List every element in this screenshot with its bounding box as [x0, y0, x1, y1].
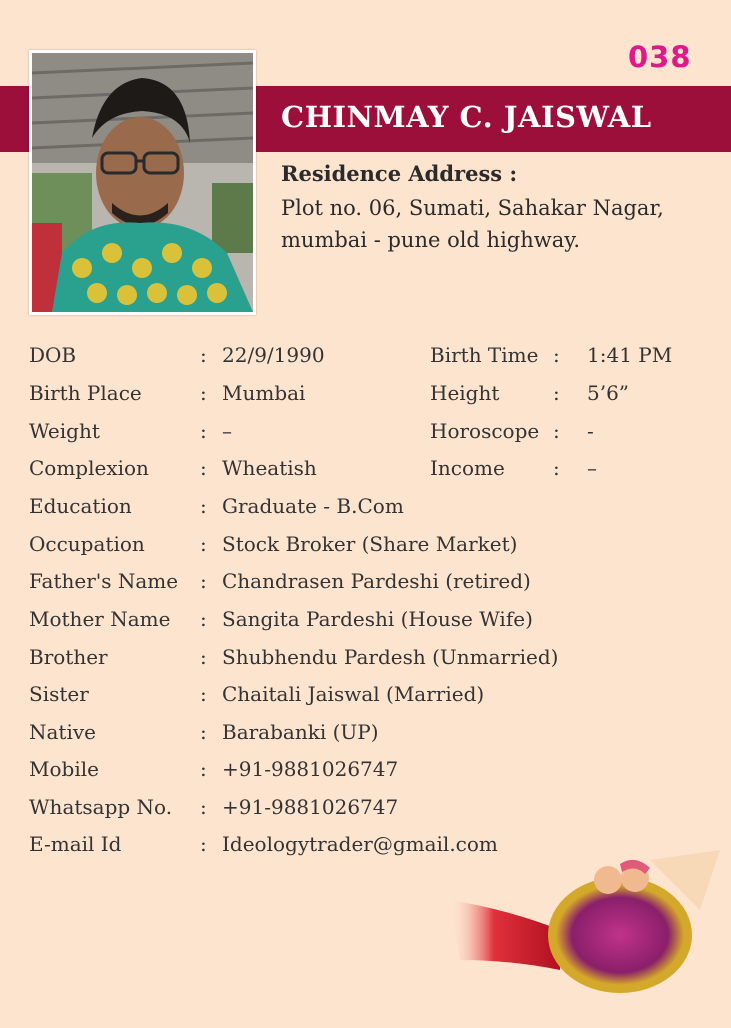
- value-mobile: +91-9881026747: [222, 757, 399, 781]
- value-email: Ideologytrader@gmail.com: [222, 832, 498, 856]
- value-mother-name: Sangita Pardeshi (House Wife): [222, 607, 533, 631]
- label-complexion: Complexion: [29, 456, 149, 480]
- value-fathers-name: Chandrasen Pardeshi (retired): [222, 569, 531, 593]
- value-sister: Chaitali Jaiswal (Married): [222, 682, 485, 706]
- colon: :: [553, 343, 560, 367]
- label-mobile: Mobile: [29, 757, 99, 781]
- label-email: E-mail Id: [29, 832, 122, 856]
- colon: :: [200, 569, 207, 593]
- colon: :: [553, 381, 560, 405]
- label-whatsapp: Whatsapp No.: [29, 795, 173, 819]
- bandhan-logo: [450, 850, 730, 1024]
- colon: :: [200, 832, 207, 856]
- colon: :: [200, 532, 207, 556]
- colon: :: [200, 607, 207, 631]
- colon: :: [200, 645, 207, 669]
- label-birth-place: Birth Place: [29, 381, 142, 405]
- value-weight: –: [222, 419, 232, 443]
- candidate-name: CHINMAY C. JAISWAL: [281, 100, 652, 134]
- value-education: Graduate - B.Com: [222, 494, 404, 518]
- colon: :: [200, 795, 207, 819]
- colon: :: [200, 343, 207, 367]
- colon: :: [200, 381, 207, 405]
- value-brother: Shubhendu Pardesh (Unmarried): [222, 645, 559, 669]
- person-photo-icon: [32, 53, 253, 312]
- colon: :: [200, 757, 207, 781]
- value-income: –: [587, 456, 597, 480]
- label-height: Height: [430, 381, 500, 405]
- address-line-2: mumbai - pune old highway.: [281, 228, 581, 252]
- label-income: Income: [430, 456, 505, 480]
- colon: :: [200, 494, 207, 518]
- address-line-1: Plot no. 06, Sumati, Sahakar Nagar,: [281, 196, 664, 220]
- label-education: Education: [29, 494, 132, 518]
- label-weight: Weight: [29, 419, 100, 443]
- value-birth-time: 1:41 PM: [587, 343, 673, 367]
- value-whatsapp: +91-9881026747: [222, 795, 399, 819]
- value-native: Barabanki (UP): [222, 720, 379, 744]
- value-height: 5’6”: [587, 381, 630, 405]
- label-dob: DOB: [29, 343, 77, 367]
- colon: :: [200, 456, 207, 480]
- label-sister: Sister: [29, 682, 89, 706]
- colon: :: [553, 456, 560, 480]
- label-occupation: Occupation: [29, 532, 145, 556]
- value-occupation: Stock Broker (Share Market): [222, 532, 518, 556]
- label-brother: Brother: [29, 645, 108, 669]
- address-title: Residence Address :: [281, 161, 518, 186]
- label-fathers-name: Father's Name: [29, 569, 179, 593]
- label-birth-time: Birth Time: [430, 343, 539, 367]
- label-mother-name: Mother Name: [29, 607, 171, 631]
- value-birth-place: Mumbai: [222, 381, 306, 405]
- profile-number: 038: [628, 40, 692, 74]
- colon: :: [200, 682, 207, 706]
- label-horoscope: Horoscope: [430, 419, 540, 443]
- value-complexion: Wheatish: [222, 456, 317, 480]
- label-native: Native: [29, 720, 96, 744]
- profile-photo: [29, 50, 256, 315]
- value-horoscope: -: [587, 419, 594, 443]
- value-dob: 22/9/1990: [222, 343, 325, 367]
- colon: :: [200, 419, 207, 443]
- bandhan-logo-icon: [450, 850, 730, 1024]
- colon: :: [553, 419, 560, 443]
- colon: :: [200, 720, 207, 744]
